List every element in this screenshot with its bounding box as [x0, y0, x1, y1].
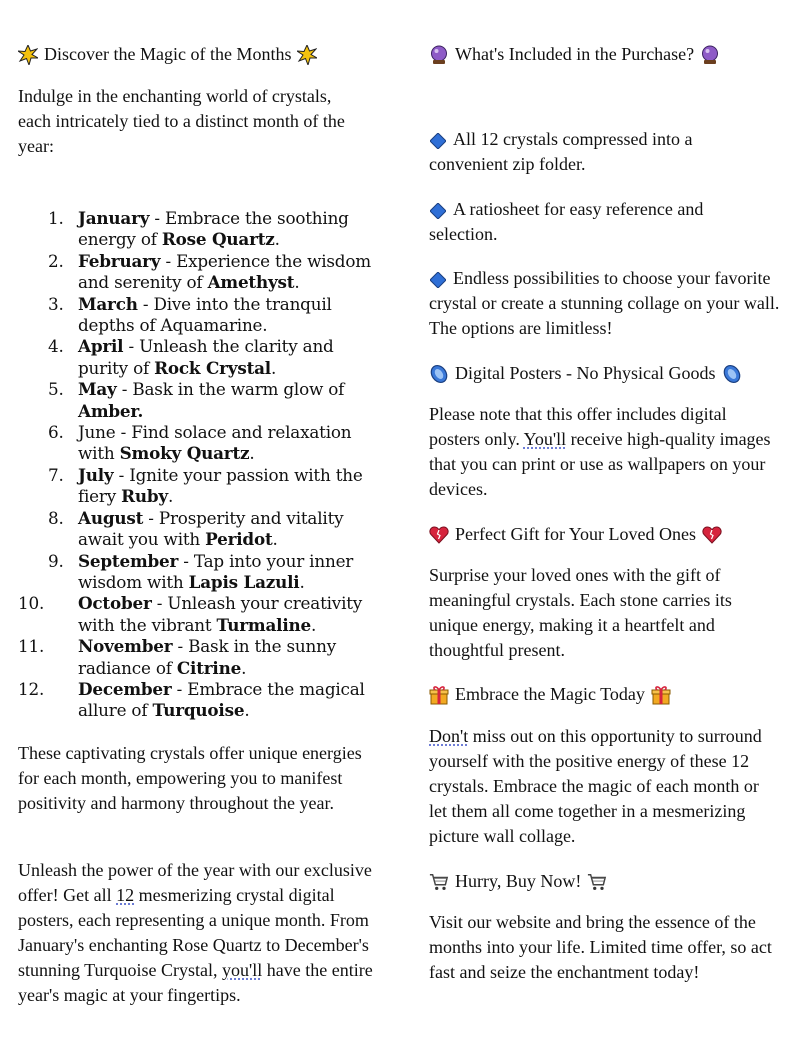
- offer-text-3: have the entire year's magic at your fingertips.: [18, 960, 373, 1005]
- month-list-item: [18, 251, 388, 294]
- month-end: .: [272, 529, 278, 550]
- month-end: .: [274, 229, 280, 250]
- month-description: - Ignite your passion with the fiery: [78, 464, 363, 507]
- month-name: April: [78, 336, 124, 357]
- offer-underlined-youll: you'll: [222, 960, 263, 980]
- month-list-item: [18, 294, 388, 337]
- month-description: - Prosperity and vitality await you with: [78, 507, 344, 550]
- month-list-item: [18, 636, 388, 679]
- list-number: 4.: [48, 336, 64, 357]
- list-number: 5.: [48, 379, 64, 400]
- offer-paragraph: [18, 858, 373, 1008]
- blue-diamond-icon: [429, 202, 447, 220]
- month-name: October: [78, 593, 152, 614]
- buy-heading-text: Hurry, Buy Now!: [455, 871, 582, 891]
- crystal-name: Smoky Quartz: [119, 443, 250, 464]
- magic-paragraph: [429, 724, 781, 849]
- offer-text-2: mesmerizing crystal digital posters, each representing a unique month. From January's enchanting Rose Quartz to December's stunning Turquoise Crystal,: [18, 885, 369, 980]
- bullet-possibilities: [429, 266, 781, 341]
- month-name: May: [78, 379, 117, 400]
- month-description: - Find solace and relaxation with: [78, 422, 352, 464]
- offer-underlined-12: 12: [116, 885, 135, 905]
- months-heading-text: Discover the Magic of the Months: [44, 44, 292, 64]
- sparkle-icon: [297, 45, 317, 65]
- sparkle-icon: [18, 45, 38, 65]
- bullet-ratiosheet: [429, 197, 769, 247]
- months-heading: [18, 42, 317, 67]
- month-name: November: [78, 636, 173, 657]
- digital-heading-text: Digital Posters - No Physical Goods: [455, 363, 716, 383]
- crystal-name: Peridot: [205, 529, 273, 550]
- blue-gem-icon: [722, 364, 742, 384]
- buy-paragraph: Visit our website and bring the essence of the months into your life. Limited time offer, so act fast and seize the enchantment today!: [429, 912, 772, 982]
- month-list-item: [18, 208, 388, 251]
- list-number: 11.: [18, 636, 45, 657]
- gift-icon: [651, 685, 671, 705]
- month-description: - Unleash your creativity with the vibrant: [78, 593, 363, 635]
- crystal-name: Rock Crystal: [154, 357, 271, 378]
- month-list-item: [18, 465, 388, 508]
- month-end: .: [270, 357, 277, 378]
- month-description: - Bask in the sunny radiance of: [78, 636, 337, 678]
- month-list-item: [18, 551, 388, 594]
- month-list-item: [18, 508, 388, 551]
- included-heading-text: What's Included in the Purchase?: [455, 44, 695, 64]
- month-end: .: [294, 272, 300, 293]
- digital-underlined-youll: You'll: [523, 429, 567, 449]
- buy-heading: [429, 869, 607, 894]
- month-end: .: [311, 614, 317, 635]
- gift-paragraph: Surprise your loved ones with the gift of meaningful crystals. Each stone carries its unique energy, making it a heartfelt and thoughtful present.: [429, 565, 732, 660]
- heart-icon: [702, 525, 722, 545]
- digital-paragraph: [429, 402, 781, 502]
- gift-heading-text: Perfect Gift for Your Loved Ones: [455, 524, 696, 544]
- list-number: 9.: [48, 550, 64, 571]
- crystal-name: Ruby: [121, 486, 168, 507]
- month-description: - Bask in the warm glow of: [116, 379, 345, 400]
- gift-icon: [429, 685, 449, 705]
- month-description: - Experience the wisdom and serenity of: [78, 250, 371, 293]
- month-name: February: [78, 250, 161, 271]
- list-number: 6.: [48, 422, 64, 443]
- blue-gem-icon: [429, 364, 449, 384]
- intro-paragraph: Indulge in the enchanting world of crystals, each intricately tied to a distinct month of the year:: [18, 86, 345, 156]
- month-end: .: [299, 571, 305, 592]
- blue-diamond-icon: [429, 132, 447, 150]
- crystal-name: Amethyst: [207, 272, 295, 293]
- month-name: June: [78, 422, 116, 443]
- month-end: .: [168, 486, 174, 507]
- month-name: August: [78, 507, 144, 528]
- month-end: .: [249, 443, 255, 464]
- month-list-item: [18, 593, 388, 636]
- magic-heading-text: Embrace the Magic Today: [455, 684, 645, 704]
- month-list-item: [18, 379, 388, 422]
- month-end: .: [244, 700, 250, 721]
- bullet-possibilities-text: Endless possibilities to choose your favorite crystal or create a stunning collage on your wall. The options are limitless!: [429, 268, 780, 338]
- offer-text-1: Unleash the power of the year with our exclusive offer! Get all: [18, 860, 372, 905]
- crystal-ball-icon: [429, 45, 449, 65]
- crystal-name: Citrine: [176, 657, 242, 678]
- heart-icon: [429, 525, 449, 545]
- month-name: December: [78, 678, 172, 699]
- list-number: 1.: [48, 208, 64, 228]
- month-list-item: [18, 679, 388, 722]
- blue-diamond-icon: [429, 271, 447, 289]
- included-heading: [429, 42, 720, 67]
- list-number: 3.: [48, 293, 64, 314]
- list-number: 7.: [48, 464, 64, 485]
- month-description: - Embrace the soothing energy of: [78, 208, 349, 250]
- month-name: July: [78, 464, 114, 485]
- month-description: - Tap into your inner wisdom with: [78, 550, 354, 592]
- bullet-zip-text: All 12 crystals compressed into a convenient zip folder.: [429, 129, 693, 174]
- shopping-cart-icon: [429, 872, 449, 892]
- crystal-name: Rose Quartz: [161, 229, 275, 250]
- crystal-name: Lapis Lazuli: [188, 571, 300, 592]
- month-list-item: [18, 422, 388, 465]
- shopping-cart-icon: [587, 872, 607, 892]
- crystal-name: Amber.: [78, 400, 144, 421]
- month-name: September: [78, 550, 179, 571]
- crystals-paragraph: These captivating crystals offer unique energies for each month, empowering you to manifest positivity and harmony throughout the year.: [18, 743, 362, 813]
- list-number: 2.: [48, 250, 64, 271]
- list-number: 10.: [18, 593, 45, 614]
- month-name: January: [78, 208, 150, 228]
- bullet-zip: [429, 127, 769, 177]
- magic-heading: [429, 682, 671, 707]
- month-description: - Embrace the magical allure of: [78, 678, 365, 721]
- month-list-item: [18, 336, 388, 379]
- crystal-name: Turmaline: [216, 614, 311, 635]
- month-description: - Dive into the tranquil depths of Aquamarine.: [78, 293, 332, 336]
- list-number: 8.: [48, 507, 64, 528]
- months-list: [18, 208, 388, 722]
- digital-heading: [429, 361, 742, 386]
- bullet-ratiosheet-text: A ratiosheet for easy reference and selection.: [429, 199, 704, 244]
- magic-underlined-dont: Don't: [429, 726, 469, 746]
- digital-text-1: Please note that this offer includes digital posters only.: [429, 404, 727, 449]
- crystal-ball-icon: [700, 45, 720, 65]
- list-number: 12.: [18, 678, 45, 699]
- crystal-name: Turquoise: [152, 700, 245, 721]
- digital-text-2: receive high-quality images that you can print or use as wallpapers on your devices.: [429, 429, 771, 499]
- magic-text-1: miss out on this opportunity to surround yourself with the positive energy of these 12 crystals. Embrace the magic of each month or let them all come together in a mesmerizing picture wall collage.: [429, 726, 762, 846]
- gift-heading: [429, 522, 722, 547]
- month-end: .: [241, 657, 247, 678]
- month-description: - Unleash the clarity and purity of: [78, 336, 334, 378]
- month-name: March: [78, 293, 138, 314]
